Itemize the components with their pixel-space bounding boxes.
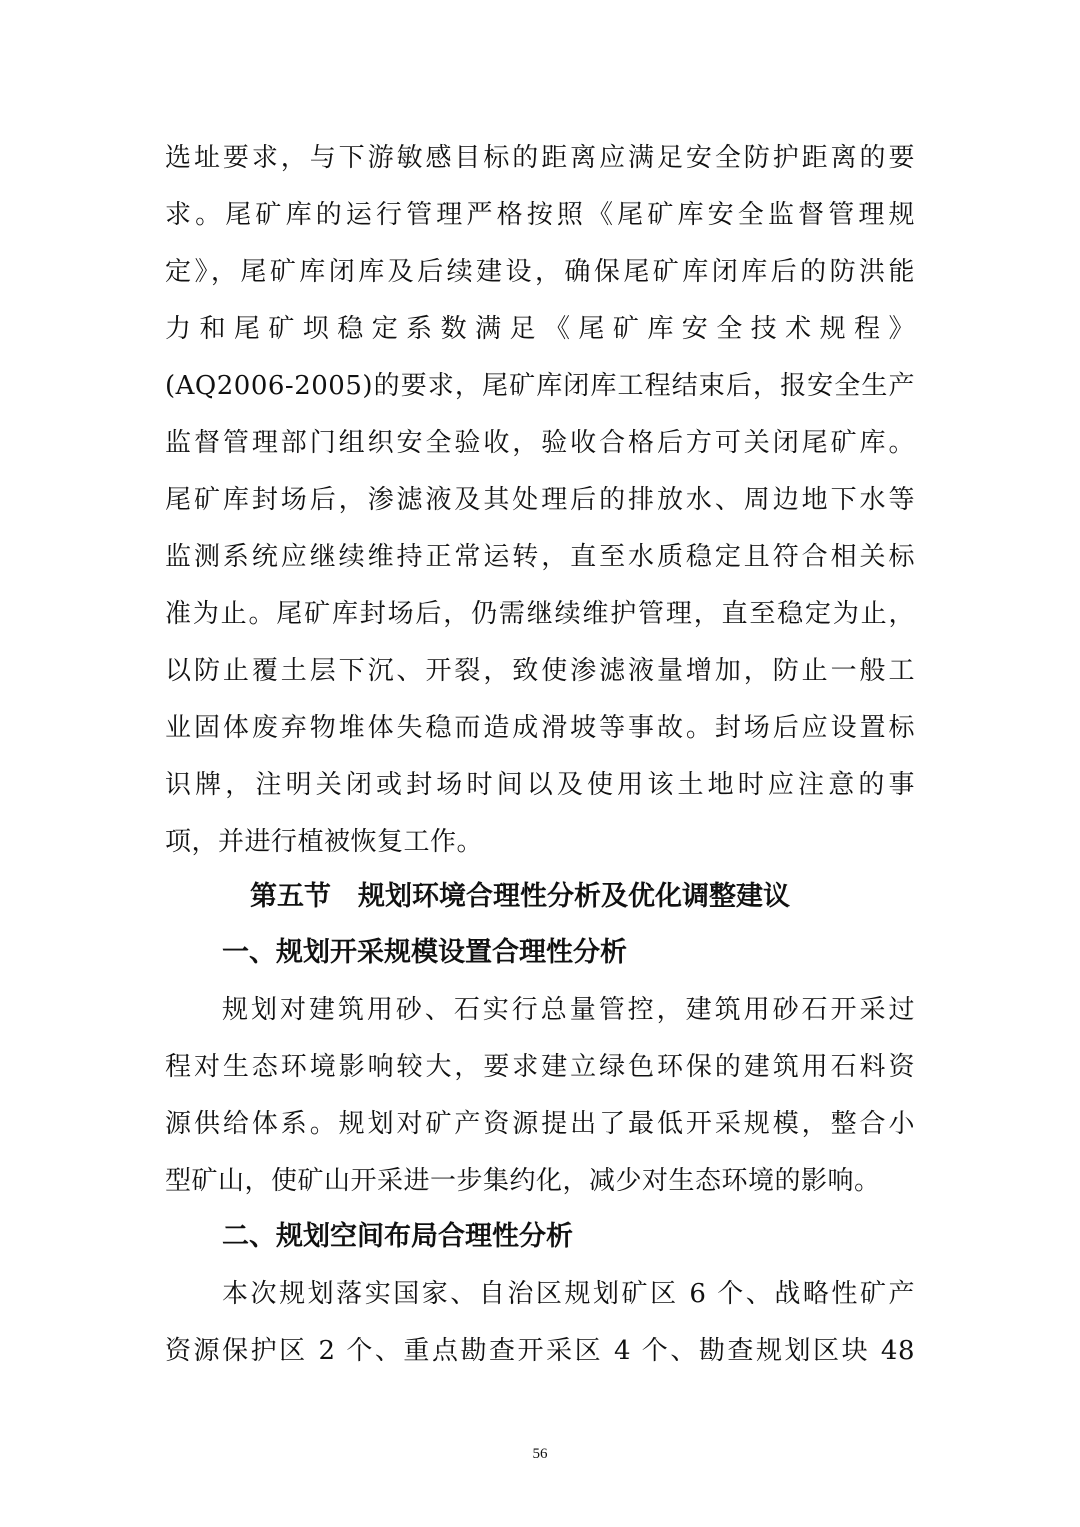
- section-heading: 第五节 规划环境合理性分析及优化调整建议: [250, 881, 790, 912]
- text-line: 定》，尾矿库闭库及后续建设，确保尾矿库闭库后的防洪能: [165, 257, 915, 287]
- text-line: 本次规划落实国家、自治区规划矿区 6 个、战略性矿产: [222, 1279, 915, 1309]
- subsection-heading: 一、规划开采规模设置合理性分析: [222, 937, 627, 968]
- text-line: 项，并进行植被恢复工作。: [165, 827, 484, 857]
- text-line: 识牌，注明关闭或封场时间以及使用该土地时应注意的事: [165, 770, 915, 800]
- text-line: (AQ2006-2005)的要求，尾矿库闭库工程结束后，报安全生产: [165, 371, 915, 401]
- text-line: 准为止。尾矿库封场后，仍需继续维护管理，直至稳定为止，: [165, 599, 915, 629]
- text-line: 型矿山，使矿山开采进一步集约化，减少对生态环境的影响。: [165, 1166, 881, 1196]
- subsection-heading: 二、规划空间布局合理性分析: [222, 1221, 573, 1252]
- text-line: 业固体废弃物堆体失稳而造成滑坡等事故。封场后应设置标: [165, 713, 915, 743]
- text-line: 以防止覆土层下沉、开裂，致使渗滤液量增加，防止一般工: [165, 656, 915, 686]
- text-line: 资源保护区 2 个、重点勘查开采区 4 个、勘查规划区块 48: [165, 1336, 915, 1366]
- text-line: 尾矿库封场后，渗滤液及其处理后的排放水、周边地下水等: [165, 485, 915, 515]
- text-line: 力和尾矿坝稳定系数满足《尾矿库安全技术规程》: [165, 314, 915, 344]
- page-number: 56: [532, 1446, 548, 1462]
- text-line: 规划对建筑用砂、石实行总量管控，建筑用砂石开采过: [222, 995, 915, 1025]
- text-line: 选址要求，与下游敏感目标的距离应满足安全防护距离的要: [165, 143, 915, 173]
- text-line: 监测系统应继续维持正常运转，直至水质稳定且符合相关标: [165, 542, 915, 572]
- text-line: 求。尾矿库的运行管理严格按照《尾矿库安全监督管理规: [165, 200, 915, 230]
- text-line: 监督管理部门组织安全验收，验收合格后方可关闭尾矿库。: [165, 428, 915, 458]
- text-line: 程对生态环境影响较大，要求建立绿色环保的建筑用石料资: [165, 1052, 915, 1082]
- text-line: 源供给体系。规划对矿产资源提出了最低开采规模，整合小: [165, 1109, 915, 1139]
